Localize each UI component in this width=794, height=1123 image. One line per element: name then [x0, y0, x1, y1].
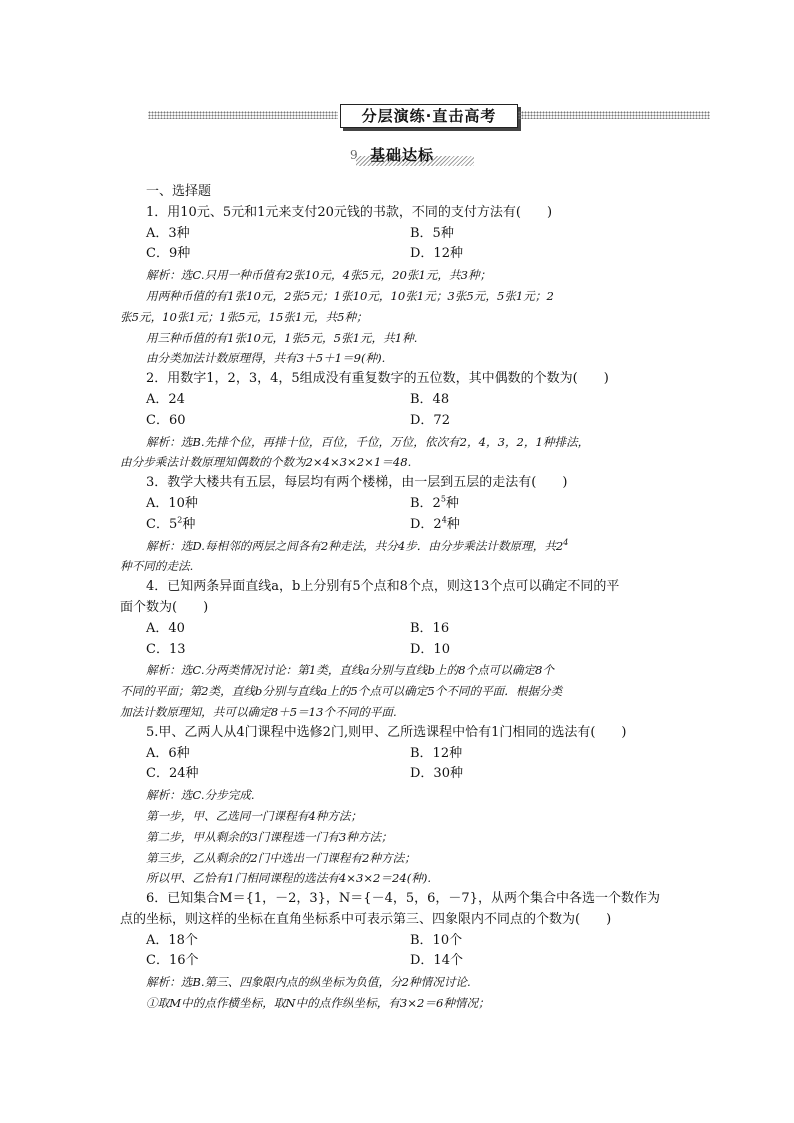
option-d-unit: 种 [446, 516, 460, 532]
option-b-unit: 种 [445, 495, 459, 511]
solution-line: 加法计数原理知，共可以确定8＋5＝13个不同的平面. [120, 704, 397, 719]
option-a: A．40 [146, 620, 185, 636]
question-6-options-ab [120, 931, 676, 952]
option-d-exponent: 4 [441, 515, 447, 525]
option-c-exponent: 2 [177, 515, 183, 525]
option-d: D．14个 [410, 953, 463, 969]
option-d [410, 515, 460, 536]
option-c-unit: 种 [182, 516, 196, 532]
option-c: C．16个 [146, 953, 199, 969]
question-1-options-ab [120, 224, 676, 245]
option-d: D．10 [410, 641, 450, 657]
solution-exponent: 4 [563, 537, 569, 547]
solution-line: 所以甲、乙恰有1门相同课程的选法有4×3×2＝24(种). [146, 871, 432, 886]
option-a: A．3种 [146, 225, 190, 241]
solution-line: 解析：选C.分两类情况讨论：第1类，直线a分别与直线b上的8个点可以确定8个 [146, 663, 555, 678]
option-d: D．30种 [410, 766, 463, 782]
question-6-options-cd [120, 951, 676, 972]
banner-title: 分层演练·直击高考 [340, 104, 518, 128]
dotted-rule-right [518, 111, 710, 119]
question-3-options-cd [120, 515, 676, 536]
question-6-stem-cont: 点的坐标，则这样的坐标在直角坐标系中可表示第三、四象限内不同点的个数为( ) [120, 911, 612, 927]
question-4-options-ab [120, 619, 676, 640]
solution-line: ①取M中的点作横坐标，取N中的点作纵坐标，有3×2＝6种情况； [146, 996, 490, 1011]
option-a: A．10种 [146, 495, 198, 511]
question-4-stem: 4．已知两条异面直线a，b上分别有5个点和8个点，则这13个点可以确定不同的平 [146, 579, 620, 595]
question-4-stem-cont: 面个数为( ) [120, 599, 209, 615]
question-5-options-ab [120, 744, 676, 765]
exercise-content [120, 182, 676, 1014]
question-3-stem: 3．教学大楼共有五层，每层均有两个楼梯，由一层到五层的走法有( ) [146, 475, 568, 491]
option-c-base: C．5 [146, 516, 178, 532]
section-heading [350, 144, 474, 168]
option-b: B．10个 [410, 932, 463, 948]
solution-line: 第三步，乙从剩余的2门中选出一门课程有2种方法； [146, 850, 416, 865]
solution-line: 第一步，甲、乙选同一门课程有4种方法； [146, 808, 363, 823]
dotted-rule-left [148, 111, 338, 119]
heading-mark: 9 [350, 148, 358, 162]
option-a: A．6种 [146, 745, 190, 761]
option-c: C．60 [146, 412, 186, 428]
solution-line: 第二步，甲从剩余的3门课程选一门有3种方法； [146, 829, 393, 844]
section-title: 基础达标 [370, 146, 435, 164]
option-b-exponent: 5 [440, 494, 446, 504]
question-5-stem: 5.甲、乙两人从4门课程中选修2门,则甲、乙所选课程中恰有1门相同的选法有( ) [146, 724, 627, 740]
option-d: D．72 [410, 412, 450, 428]
option-c: C．24种 [146, 766, 199, 782]
option-b: B．48 [410, 391, 450, 407]
solution-line [120, 536, 676, 557]
option-b [410, 494, 459, 515]
solution-line: 种不同的走法. [120, 559, 194, 574]
solution-line: 不同的平面；第2类，直线b分别与直线a上的5个点可以确定5个不同的平面．根据分类 [120, 684, 563, 699]
solution-line: 用三种币值的有1张10元，1张5元，5张1元，共1种. [146, 330, 418, 345]
question-1-options-cd [120, 244, 676, 265]
option-b: B．12种 [410, 745, 463, 761]
option-a: A．18个 [146, 932, 198, 948]
solution-line: 用两种币值的有1张10元，2张5元；1张10元，10张1元；3张5元，5张1元；2 [146, 288, 554, 303]
header-banner [148, 104, 710, 126]
solution-line: 解析：选C.分步完成. [146, 788, 255, 803]
option-d-base: D．2 [410, 516, 442, 532]
solution-line: 解析：选B.第三、四象限内点的纵坐标为负值，分2种情况讨论. [146, 975, 471, 990]
option-b: B．5种 [410, 225, 454, 241]
option-d: D．12种 [410, 246, 463, 262]
option-a: A．24 [146, 391, 185, 407]
solution-line: 张5元，10张1元；1张5元，15张1元，共5种； [120, 309, 368, 324]
question-2-options-ab [120, 390, 676, 411]
question-6-stem: 6．已知集合M＝{1，－2，3}，N＝{－4，5，6，－7}，从两个集合中各选一个数作为 [146, 891, 660, 907]
solution-line: 解析：选C.只用一种币值有2张10元，4张5元，20张1元，共3种； [146, 268, 492, 283]
solution-text: 解析：选D.每相邻的两层之间各有2种走法，共分4步．由分步乘法计数原理，共2 [146, 538, 564, 553]
question-4-options-cd [120, 640, 676, 661]
solution-line: 由分步乘法计数原理知偶数的个数为2×4×3×2×1＝48. [120, 455, 412, 470]
question-3-options-ab [120, 494, 676, 515]
question-1-stem: 1．用10元、5元和1元来支付20元钱的书款，不同的支付方法有( ) [146, 204, 553, 220]
question-2-stem: 2．用数字1，2，3，4，5组成没有重复数字的五位数，其中偶数的个数为( ) [146, 371, 609, 387]
option-c: C．9种 [146, 246, 191, 262]
question-2-options-cd [120, 411, 676, 432]
question-5-options-cd [120, 764, 676, 785]
solution-line: 由分类加法计数原理得，共有3＋5＋1＝9(种). [146, 351, 386, 366]
solution-line: 解析：选B.先排个位，再排十位，百位，千位，万位，依次有2，4，3，2，1种排法， [146, 434, 590, 449]
option-b: B．16 [410, 620, 450, 636]
option-b-base: B．2 [410, 495, 441, 511]
option-c [146, 515, 410, 536]
option-c: C．13 [146, 641, 186, 657]
part-title: 一、选择题 [146, 184, 212, 199]
